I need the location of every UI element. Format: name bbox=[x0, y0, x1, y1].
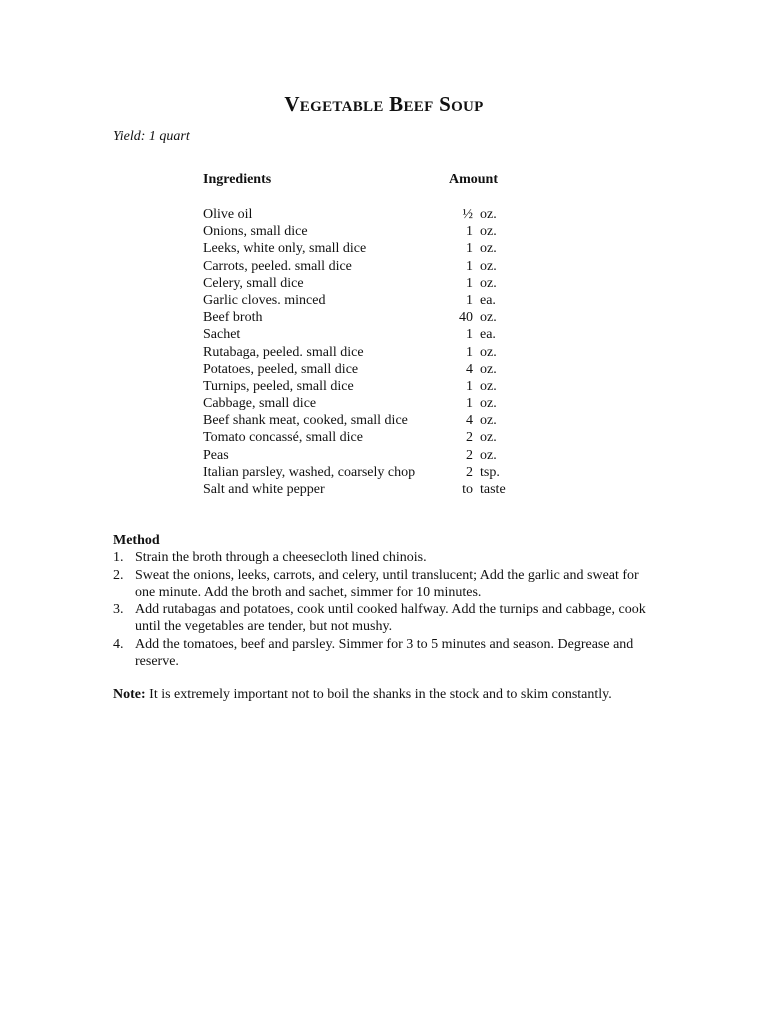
ingredient-unit: oz. bbox=[480, 241, 497, 257]
ingredient-name: Olive oil bbox=[203, 207, 253, 222]
ingredient-name: Onions, small dice bbox=[203, 224, 308, 240]
step-number: 1. bbox=[113, 550, 124, 566]
ingredient-unit: oz. bbox=[480, 361, 497, 377]
ingredient-name: Salt and white pepper bbox=[203, 482, 325, 497]
ingredient-name: Carrots, peeled. small dice bbox=[203, 258, 352, 274]
ingredient-quantity: 4 bbox=[466, 361, 473, 377]
ingredient-name: Italian parsley, washed, coarsely chop bbox=[203, 464, 416, 480]
method-step bbox=[113, 601, 658, 636]
ingredient-row bbox=[203, 481, 543, 498]
ingredient-row bbox=[203, 395, 543, 412]
ingredient-quantity: 1 bbox=[466, 292, 473, 308]
ingredient-name: Beef shank meat, cooked, small dice bbox=[203, 413, 408, 429]
method-step bbox=[113, 567, 658, 602]
ingredient-name: Turnips, peeled, small dice bbox=[203, 378, 354, 394]
ingredient-row bbox=[203, 240, 543, 257]
ingredient-quantity: 4 bbox=[466, 413, 473, 429]
ingredient-name: Beef broth bbox=[203, 310, 263, 326]
ingredient-name: Cabbage, small dice bbox=[203, 396, 317, 412]
note-text: It is extremely important not to boil the shanks in the stock and to skim constantly. bbox=[145, 687, 612, 702]
ingredient-unit: oz. bbox=[480, 310, 497, 326]
ingredient-unit: oz. bbox=[480, 224, 497, 240]
step-number: 3. bbox=[113, 602, 124, 618]
ingredient-quantity: 1 bbox=[466, 378, 473, 394]
ingredient-row bbox=[203, 326, 543, 343]
ingredient-unit: taste bbox=[480, 482, 506, 497]
step-number: 2. bbox=[113, 567, 124, 583]
ingredients-column-header: Ingredients bbox=[203, 172, 272, 187]
ingredient-row bbox=[203, 206, 543, 223]
ingredient-row bbox=[203, 309, 543, 326]
ingredient-unit: oz. bbox=[480, 378, 497, 394]
recipe-note bbox=[113, 686, 673, 703]
ingredient-row bbox=[203, 412, 543, 429]
ingredient-name: Sachet bbox=[203, 327, 241, 343]
step-text: Strain the broth through a cheesecloth lined chinois. bbox=[135, 550, 427, 566]
ingredient-row bbox=[203, 378, 543, 395]
ingredient-row bbox=[203, 275, 543, 292]
ingredient-name: Peas bbox=[203, 447, 229, 463]
ingredient-unit: oz. bbox=[480, 413, 497, 429]
ingredient-row bbox=[203, 344, 543, 361]
ingredient-unit: oz. bbox=[480, 447, 497, 463]
step-number: 4. bbox=[113, 636, 124, 652]
ingredient-quantity: 2 bbox=[466, 464, 473, 480]
ingredient-quantity: 1 bbox=[466, 258, 473, 274]
amount-column-header: Amount bbox=[449, 172, 499, 187]
method-step bbox=[113, 549, 658, 566]
ingredient-name: Garlic cloves. minced bbox=[203, 292, 326, 308]
ingredients-list bbox=[203, 206, 543, 498]
ingredient-name: Tomato concassé, small dice bbox=[203, 430, 363, 446]
ingredient-row bbox=[203, 464, 543, 481]
ingredient-quantity: 1 bbox=[466, 241, 473, 257]
recipe-title: Vegetable Beef Soup bbox=[284, 92, 484, 116]
step-text: Add the tomatoes, beef and parsley. Simmer for 3 to 5 minutes and season. Degrease and reserve. bbox=[135, 636, 634, 670]
ingredient-unit: oz. bbox=[480, 207, 497, 222]
step-text: Sweat the onions, leeks, carrots, and celery, until translucent; Add the garlic and sweat for one minute. Add the broth and sachet, simmer for 10 minutes. bbox=[135, 567, 639, 600]
ingredient-row bbox=[203, 429, 543, 446]
ingredient-unit: oz. bbox=[480, 430, 497, 446]
ingredient-quantity: 1 bbox=[466, 275, 473, 291]
ingredient-row bbox=[203, 361, 543, 378]
ingredient-quantity: ½ bbox=[462, 207, 473, 222]
step-text: Add rutabagas and potatoes, cook until cooked halfway. Add the turnips and cabbage, cook until the vegetables are tender, but not mushy. bbox=[135, 602, 646, 635]
ingredient-unit: ea. bbox=[480, 327, 496, 343]
ingredient-quantity: 2 bbox=[466, 447, 473, 463]
ingredient-row bbox=[203, 258, 543, 275]
ingredient-quantity: to bbox=[462, 482, 473, 497]
ingredient-row bbox=[203, 223, 543, 240]
ingredient-unit: oz. bbox=[480, 344, 497, 360]
ingredient-quantity: 1 bbox=[466, 344, 473, 360]
ingredient-quantity: 1 bbox=[466, 327, 473, 343]
ingredient-unit: oz. bbox=[480, 396, 497, 412]
ingredient-quantity: 1 bbox=[466, 224, 473, 240]
ingredient-unit: oz. bbox=[480, 258, 497, 274]
ingredient-quantity: 1 bbox=[466, 396, 473, 412]
method-heading: Method bbox=[113, 533, 160, 548]
method-step bbox=[113, 636, 658, 671]
ingredient-unit: tsp. bbox=[480, 464, 500, 480]
note-label: Note: bbox=[113, 687, 146, 702]
ingredient-unit: ea. bbox=[480, 292, 496, 308]
ingredient-row bbox=[203, 292, 543, 309]
ingredient-quantity: 2 bbox=[466, 430, 473, 446]
method-section bbox=[113, 532, 658, 670]
ingredient-quantity: 40 bbox=[459, 310, 473, 326]
recipe-yield: Yield: 1 quart bbox=[113, 129, 190, 144]
ingredient-name: Leeks, white only, small dice bbox=[203, 241, 367, 257]
ingredient-name: Potatoes, peeled, small dice bbox=[203, 361, 359, 377]
ingredient-unit: oz. bbox=[480, 275, 497, 291]
ingredient-name: Rutabaga, peeled. small dice bbox=[203, 344, 364, 360]
ingredient-name: Celery, small dice bbox=[203, 275, 304, 291]
ingredient-row bbox=[203, 447, 543, 464]
